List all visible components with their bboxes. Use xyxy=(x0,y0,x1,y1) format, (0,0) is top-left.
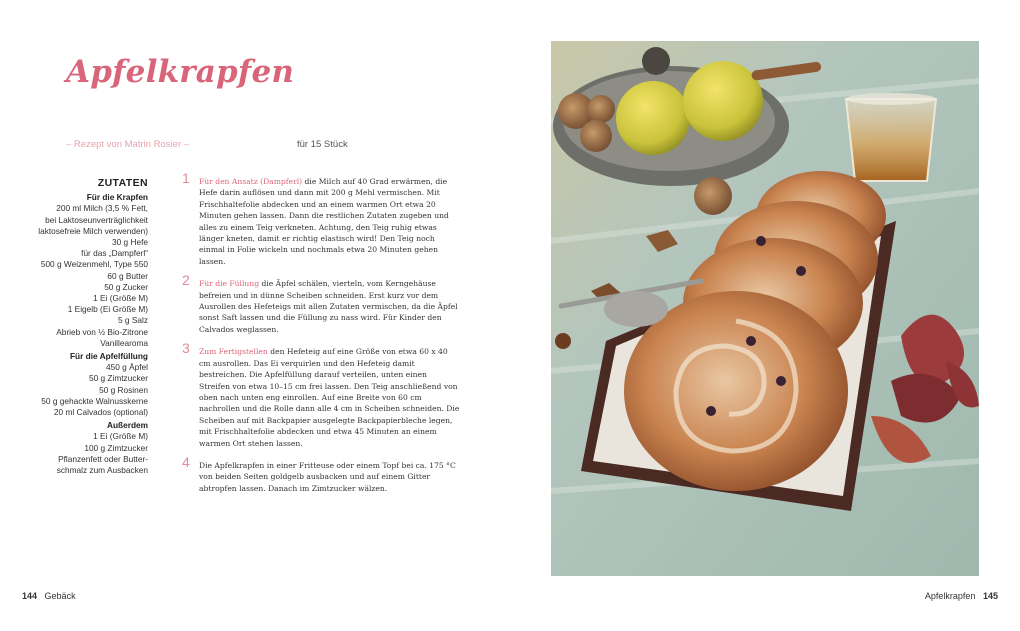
step-text: die Äpfel schälen, vierteln, vom Kerngehäuse befreien und in dünne Scheiben schneiden. Erst kurz vor dem Ausrollen des Hefeteigs mit allen Zutaten vermischen, da die Äpfel sonst Saft lassen und die Füllung zu nass wird. Für Kinder den Calvados weglassen. xyxy=(199,279,458,334)
section-name: Gebäck xyxy=(44,591,76,601)
ingredient-item: 50 g gehackte Walnusskerne xyxy=(41,395,148,406)
ingredient-group-label: Außerdem xyxy=(106,420,148,431)
page-number: 144 xyxy=(22,591,38,601)
ingredient-item: laktosefreie Milch verwenden) xyxy=(38,225,148,236)
ingredients-list xyxy=(30,178,148,476)
step-number: 1 xyxy=(182,170,190,186)
ingredient-item: 100 g Zimtzucker xyxy=(84,442,148,453)
footer-right xyxy=(925,591,998,601)
ingredient-item: 50 g Zimtzucker xyxy=(88,373,148,384)
recipe-photo xyxy=(551,41,979,576)
step-lead: Zum Fertigstellen xyxy=(199,347,268,357)
step-text: den Hefeteig auf eine Größe von etwa 60 x 40 cm ausrollen. Das Ei verquirlen und den Hefeteig damit bestreichen. Die Apfelfüllung darauf verteilen, unten einen Streifen von etwa 10–15 cm frei lassen. Den Teig anschließend von oben nach unten eng einrollen. Auf eine Breite von 60 cm nachrollen und die Rolle dann alle 4 cm in Scheiben schneiden. Die Scheiben auf mit Backpapier ausgelegte Backpapierbleche legen, mit Frischhaltefolie abdecken und etwa 45 Minuten an einem warmen Ort stehen lassen. xyxy=(199,347,460,448)
page-number: 145 xyxy=(982,591,998,601)
ingredient-item: Abrieb von ½ Bio-Zitrone xyxy=(56,326,148,337)
ingredient-group-label: Für die Apfelfüllung xyxy=(69,351,148,362)
ingredient-item: Pflanzenfett oder Butter- xyxy=(58,453,148,464)
step xyxy=(182,453,460,494)
step xyxy=(182,340,460,449)
recipe-byline: – Rezept von Matrin Rosier – xyxy=(66,139,190,150)
step-lead: Für den Ansatz (Dampferl) xyxy=(199,177,303,186)
calvados-glass xyxy=(846,93,936,181)
step-lead: Für die Füllung xyxy=(199,279,260,289)
step-text: die Milch auf 40 Grad erwärmen, die Hefe darin auflösen und dann mit 200 g Mehl vermischen. Mit Frischhaltefolie abdecken und an einem warmen Ort etwa 20 Minuten gehen lassen. Dann die restlichen Zutaten zugeben und alles zu einem Teig verkneten. Achtung, den Teig ruhig etwas länger kneten, damit er richtig elastisch wird! Den Teig noch einmal in Folie wickeln und nochmals etwa 20 Minuten gehen lassen. xyxy=(199,177,449,266)
ingredient-item: 20 ml Calvados (optional) xyxy=(53,407,148,418)
footer-left xyxy=(22,591,76,601)
ingredient-item: 60 g Butter xyxy=(107,270,148,281)
step-number: 2 xyxy=(182,272,190,289)
ingredient-item: für das „Dampferl“ xyxy=(81,248,148,259)
ingredient-item: 1 Eigelb (Ei Größe M) xyxy=(67,304,148,315)
ingredient-item: 30 g Hefe xyxy=(112,237,148,248)
ingredient-item: 500 g Weizenmehl, Type 550 xyxy=(40,259,148,270)
ingredient-item: 50 g Rosinen xyxy=(99,384,148,395)
ingredient-item: 5 g Salz xyxy=(118,315,148,326)
step xyxy=(182,170,460,267)
ingredient-item: 50 g Zucker xyxy=(104,281,148,292)
silver-spoon xyxy=(604,291,668,327)
recipe-yield: für 15 Stück xyxy=(297,139,348,150)
ingredient-item: 1 Ei (Größe M) xyxy=(93,431,148,442)
step-number: 4 xyxy=(182,453,190,470)
ingredient-group-label: Für die Krapfen xyxy=(86,192,148,203)
ingredient-item: 200 ml Milch (3,5 % Fett, xyxy=(56,203,148,214)
step xyxy=(182,272,460,335)
ingredient-item: 1 Ei (Größe M) xyxy=(93,293,148,304)
recipe-title: Apfelkrapfen xyxy=(66,54,295,90)
ingredient-item: 450 g Äpfel xyxy=(106,362,148,373)
ingredients-heading: ZUTATEN xyxy=(97,177,148,189)
instructions xyxy=(182,170,460,505)
ingredient-item: Vanillearoma xyxy=(100,337,148,348)
ingredient-item: schmalz zum Ausbacken xyxy=(56,465,148,476)
step-number: 3 xyxy=(182,340,190,357)
step-text: Die Apfelkrapfen in einer Fritteuse oder einem Topf bei ca. 175 °C von beiden Seiten goldgelb ausbacken und auf einem Gitter abtropfen lassen. Danach im Zimtzucker wälzen. xyxy=(199,460,456,493)
running-title: Apfelkrapfen xyxy=(924,591,976,601)
ingredient-item: bei Laktoseunverträglichkeit xyxy=(45,214,148,225)
